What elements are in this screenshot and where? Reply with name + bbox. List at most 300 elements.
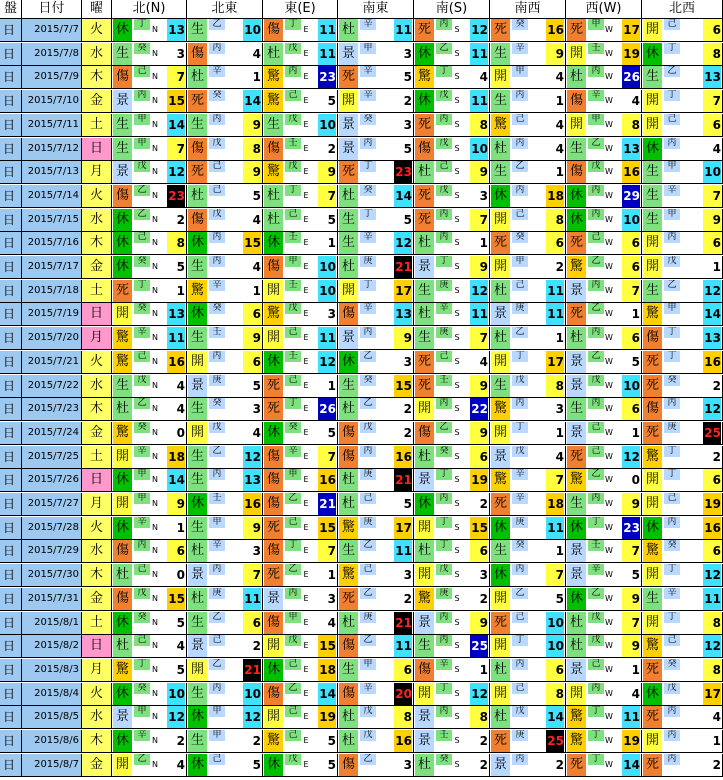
score-value: 7 xyxy=(703,90,721,112)
stem-label: 丁 xyxy=(436,66,452,77)
sector-cell-n xyxy=(112,540,187,563)
score-value: 2 xyxy=(470,588,488,610)
stem-label: 乙 xyxy=(285,564,301,575)
stem-label: 己 xyxy=(209,185,225,196)
stem-label: 丁 xyxy=(664,564,680,575)
weekday-cell: 日 xyxy=(82,469,112,492)
stem-label: 甲 xyxy=(588,114,604,125)
sector-cell-w xyxy=(566,209,642,232)
score-value: 21 xyxy=(318,493,336,515)
stem-label: 乙 xyxy=(285,683,301,694)
score-value: 11 xyxy=(470,90,488,112)
score-value: 12 xyxy=(470,19,488,41)
score-value: 6 xyxy=(243,351,261,373)
sector-cell-e xyxy=(263,564,338,587)
stem-label: 乙 xyxy=(134,398,150,409)
score-value: 5 xyxy=(622,564,640,586)
stem-label: 戊 xyxy=(134,161,150,172)
weekday-cell: 火 xyxy=(82,351,112,374)
stem-label: 辛 xyxy=(512,43,528,54)
gate-label: 開 xyxy=(264,327,283,349)
sector-cell-n xyxy=(112,612,187,635)
date-cell: 2015/7/22 xyxy=(22,375,82,398)
sector-cell-nw xyxy=(642,517,723,540)
direction-mark: S xyxy=(452,114,462,136)
score-value: 4 xyxy=(167,754,185,776)
gate-label: 生 xyxy=(339,209,358,231)
stem-label: 己 xyxy=(209,635,225,646)
gate-label: 傷 xyxy=(567,161,586,183)
direction-mark: N xyxy=(150,114,160,136)
sector-cell-sw xyxy=(490,469,566,492)
sector-cell-s xyxy=(414,19,490,42)
stem-label: 丁 xyxy=(436,683,452,694)
gate-label: 開 xyxy=(113,493,132,515)
date-cell: 2015/7/23 xyxy=(22,398,82,421)
score-value: 4 xyxy=(546,138,564,160)
stem-label: 丁 xyxy=(360,209,376,220)
score-value: 16 xyxy=(394,730,412,752)
score-value: 6 xyxy=(622,256,640,278)
stem-label: 己 xyxy=(512,612,528,623)
sector-cell-ne xyxy=(187,564,263,587)
score-value: 18 xyxy=(167,446,185,468)
direction-mark: W xyxy=(604,422,614,444)
gate-label: 景 xyxy=(264,588,283,610)
sector-cell-s xyxy=(414,303,490,326)
gate-label: 生 xyxy=(113,114,132,136)
gate-label: 生 xyxy=(643,209,662,231)
score-value: 23 xyxy=(622,517,640,539)
score-value: 23 xyxy=(318,66,336,88)
sector-cell-n xyxy=(112,66,187,89)
stem-label: 丁 xyxy=(588,730,604,741)
gate-label: 死 xyxy=(643,422,662,444)
score-value: 8 xyxy=(703,43,721,65)
stem-label: 癸 xyxy=(134,422,150,433)
score-value: 6 xyxy=(703,469,721,491)
stem-label: 癸 xyxy=(360,114,376,125)
score-value: 26 xyxy=(318,398,336,420)
direction-mark: N xyxy=(150,66,160,88)
sector-cell-ne xyxy=(187,754,263,777)
stem-label: 辛 xyxy=(360,66,376,77)
sector-cell-n xyxy=(112,683,187,706)
stem-label: 丙 xyxy=(588,66,604,77)
gate-label: 生 xyxy=(188,612,207,634)
gate-label: 驚 xyxy=(491,398,510,420)
score-value: 9 xyxy=(470,612,488,634)
weekday-cell: 木 xyxy=(82,66,112,89)
sector-cell-nw xyxy=(642,635,723,658)
stem-label: 戊 xyxy=(512,706,528,717)
gate-label: 開 xyxy=(339,280,358,302)
score-value: 12 xyxy=(703,398,721,420)
stem-label: 己 xyxy=(436,161,452,172)
sector-cell-s xyxy=(414,706,490,729)
stem-label: 戊 xyxy=(360,730,376,741)
sector-cell-e xyxy=(263,635,338,658)
score-value: 15 xyxy=(318,517,336,539)
stem-label: 丁 xyxy=(134,280,150,291)
gate-label: 休 xyxy=(643,683,662,705)
gate-label: 休 xyxy=(188,754,207,776)
score-value: 22 xyxy=(470,398,488,420)
score-value: 7 xyxy=(703,185,721,207)
direction-mark: W xyxy=(604,185,614,207)
sector-cell-nw xyxy=(642,43,723,66)
table-row xyxy=(0,754,723,777)
stem-label: 乙 xyxy=(664,280,680,291)
direction-mark: N xyxy=(150,161,160,183)
sector-cell-e xyxy=(263,612,338,635)
score-value: 2 xyxy=(703,446,721,468)
score-value: 7 xyxy=(546,469,564,491)
stem-label: 丙 xyxy=(664,517,680,528)
sector-cell-n xyxy=(112,706,187,729)
score-value: 14 xyxy=(394,185,412,207)
sector-cell-sw xyxy=(490,161,566,184)
stem-label: 乙 xyxy=(360,635,376,646)
sector-cell-ne xyxy=(187,493,263,516)
score-value: 9 xyxy=(622,635,640,657)
direction-mark: N xyxy=(150,303,160,325)
score-value: 4 xyxy=(243,422,261,444)
gate-label: 傷 xyxy=(113,540,132,562)
sector-cell-nw xyxy=(642,540,723,563)
direction-mark: E xyxy=(301,256,311,278)
gate-label: 休 xyxy=(643,517,662,539)
stem-label: 乙 xyxy=(512,161,528,172)
score-value: 2 xyxy=(394,398,412,420)
score-value: 15 xyxy=(318,635,336,657)
stem-label: 庚 xyxy=(209,375,225,386)
sector-cell-w xyxy=(566,327,642,350)
stem-label: 辛 xyxy=(360,19,376,30)
score-value: 1 xyxy=(703,256,721,278)
score-value: 7 xyxy=(470,209,488,231)
gate-label: 驚 xyxy=(491,114,510,136)
stem-label: 乙 xyxy=(209,612,225,623)
table-row xyxy=(0,138,723,161)
score-value: 2 xyxy=(394,588,412,610)
gate-label: 驚 xyxy=(567,706,586,728)
stem-label: 丁 xyxy=(134,19,150,30)
sector-cell-e xyxy=(263,232,338,255)
sector-cell-ne xyxy=(187,43,263,66)
gate-label: 生 xyxy=(339,232,358,254)
gate-label: 杜 xyxy=(491,706,510,728)
sector-cell-se xyxy=(338,398,414,421)
gate-label: 死 xyxy=(491,612,510,634)
direction-mark: E xyxy=(301,730,311,752)
stem-label: 丙 xyxy=(436,114,452,125)
table-row xyxy=(0,114,723,137)
gate-label: 休 xyxy=(188,706,207,728)
sector-cell-sw xyxy=(490,138,566,161)
score-value: 10 xyxy=(318,256,336,278)
sector-cell-se xyxy=(338,517,414,540)
sector-cell-sw xyxy=(490,256,566,279)
gate-label: 死 xyxy=(491,232,510,254)
ban-cell: 日 xyxy=(0,256,22,279)
weekday-cell: 木 xyxy=(82,398,112,421)
gate-label: 開 xyxy=(188,422,207,444)
gate-label: 休 xyxy=(113,209,132,231)
stem-label: 壬 xyxy=(285,232,301,243)
score-value: 12 xyxy=(394,232,412,254)
stem-label: 丙 xyxy=(209,256,225,267)
score-value: 10 xyxy=(546,635,564,657)
sector-cell-n xyxy=(112,161,187,184)
sector-cell-se xyxy=(338,493,414,516)
gate-label: 生 xyxy=(491,43,510,65)
direction-mark: N xyxy=(150,730,160,752)
sector-cell-w xyxy=(566,730,642,753)
sector-cell-n xyxy=(112,90,187,113)
table-row xyxy=(0,730,723,753)
score-value: 29 xyxy=(622,185,640,207)
score-value: 3 xyxy=(394,351,412,373)
gate-label: 杜 xyxy=(415,754,434,776)
score-value: 14 xyxy=(167,114,185,136)
score-value: 5 xyxy=(243,185,261,207)
sector-cell-w xyxy=(566,398,642,421)
score-value: 10 xyxy=(318,114,336,136)
stem-label: 丙 xyxy=(512,564,528,575)
sector-cell-nw xyxy=(642,185,723,208)
sector-cell-e xyxy=(263,683,338,706)
gate-label: 杜 xyxy=(188,540,207,562)
sector-cell-se xyxy=(338,327,414,350)
gate-label: 景 xyxy=(188,564,207,586)
stem-label: 丙 xyxy=(360,327,376,338)
score-value: 19 xyxy=(318,706,336,728)
sector-cell-s xyxy=(414,209,490,232)
direction-mark: N xyxy=(150,517,160,539)
score-value: 13 xyxy=(703,66,721,88)
weekday-cell: 水 xyxy=(82,209,112,232)
stem-label: 丁 xyxy=(588,517,604,528)
date-cell: 2015/8/6 xyxy=(22,730,82,753)
gate-label: 驚 xyxy=(643,446,662,468)
weekday-cell: 月 xyxy=(82,327,112,350)
table-row xyxy=(0,493,723,516)
stem-label: 辛 xyxy=(209,280,225,291)
sector-cell-w xyxy=(566,351,642,374)
stem-label: 己 xyxy=(664,114,680,125)
gate-label: 傷 xyxy=(339,303,358,325)
stem-label: 丙 xyxy=(588,683,604,694)
stem-label: 乙 xyxy=(209,19,225,30)
score-value: 2 xyxy=(703,375,721,397)
gate-label: 景 xyxy=(339,43,358,65)
stem-label: 戊 xyxy=(588,635,604,646)
direction-mark: W xyxy=(604,351,614,373)
stem-label: 丙 xyxy=(512,90,528,101)
sector-cell-w xyxy=(566,232,642,255)
stem-label: 丙 xyxy=(436,612,452,623)
stem-label: 戊 xyxy=(512,446,528,457)
sector-cell-s xyxy=(414,114,490,137)
date-cell: 2015/7/30 xyxy=(22,564,82,587)
gate-label: 傷 xyxy=(415,138,434,160)
sector-cell-ne xyxy=(187,161,263,184)
score-value: 3 xyxy=(318,303,336,325)
gate-label: 開 xyxy=(643,232,662,254)
stem-label: 己 xyxy=(512,209,528,220)
direction-mark: S xyxy=(452,564,462,586)
gate-label: 驚 xyxy=(567,730,586,752)
score-value: 3 xyxy=(243,540,261,562)
weekday-cell: 金 xyxy=(82,754,112,777)
sector-cell-s xyxy=(414,138,490,161)
sector-cell-s xyxy=(414,375,490,398)
score-value: 1 xyxy=(318,564,336,586)
sector-cell-sw xyxy=(490,185,566,208)
sector-cell-sw xyxy=(490,90,566,113)
score-value: 11 xyxy=(470,43,488,65)
gate-label: 傷 xyxy=(643,327,662,349)
sector-cell-s xyxy=(414,635,490,658)
sector-cell-ne xyxy=(187,517,263,540)
stem-label: 丙 xyxy=(664,398,680,409)
stem-label: 丁 xyxy=(285,540,301,551)
sector-cell-w xyxy=(566,43,642,66)
direction-mark: W xyxy=(604,706,614,728)
gate-label: 死 xyxy=(643,375,662,397)
weekday-cell: 日 xyxy=(82,138,112,161)
header-west: 西(W) xyxy=(566,0,642,19)
stem-label: 乙 xyxy=(134,209,150,220)
sector-cell-nw xyxy=(642,280,723,303)
stem-label: 癸 xyxy=(209,303,225,314)
sector-cell-w xyxy=(566,683,642,706)
score-value: 4 xyxy=(167,375,185,397)
direction-mark: S xyxy=(452,161,462,183)
direction-mark: E xyxy=(301,754,311,776)
direction-mark: E xyxy=(301,588,311,610)
sector-cell-ne xyxy=(187,659,263,682)
score-value: 21 xyxy=(243,659,261,681)
gate-label: 休 xyxy=(491,517,510,539)
gate-label: 死 xyxy=(415,19,434,41)
sector-cell-sw xyxy=(490,493,566,516)
gate-label: 杜 xyxy=(264,209,283,231)
sector-cell-s xyxy=(414,161,490,184)
stem-label: 丙 xyxy=(664,730,680,741)
stem-label: 己 xyxy=(285,730,301,741)
score-value: 6 xyxy=(703,540,721,562)
score-value: 5 xyxy=(243,375,261,397)
gate-label: 休 xyxy=(113,612,132,634)
stem-label: 乙 xyxy=(588,303,604,314)
score-value: 3 xyxy=(470,564,488,586)
score-value: 14 xyxy=(318,683,336,705)
stem-label: 丙 xyxy=(436,493,452,504)
score-value: 14 xyxy=(622,754,640,776)
score-value: 5 xyxy=(167,612,185,634)
gate-label: 休 xyxy=(339,351,358,373)
score-value: 17 xyxy=(703,683,721,705)
gate-label: 休 xyxy=(264,754,283,776)
gate-label: 杜 xyxy=(415,446,434,468)
table-row xyxy=(0,612,723,635)
sector-cell-w xyxy=(566,564,642,587)
stem-label: 丙 xyxy=(209,683,225,694)
table-row xyxy=(0,66,723,89)
sector-cell-se xyxy=(338,138,414,161)
sector-cell-nw xyxy=(642,90,723,113)
score-value: 12 xyxy=(703,635,721,657)
gate-label: 開 xyxy=(643,612,662,634)
gate-label: 杜 xyxy=(491,280,510,302)
sector-cell-ne xyxy=(187,588,263,611)
score-value: 16 xyxy=(703,351,721,373)
gate-label: 生 xyxy=(188,469,207,491)
stem-label: 戊 xyxy=(285,114,301,125)
sector-cell-n xyxy=(112,588,187,611)
stem-label: 己 xyxy=(436,351,452,362)
stem-label: 丁 xyxy=(664,351,680,362)
sector-cell-sw xyxy=(490,19,566,42)
score-value: 11 xyxy=(546,517,564,539)
score-value: 2 xyxy=(167,209,185,231)
stem-label: 丁 xyxy=(436,540,452,551)
header-north: 北(N) xyxy=(112,0,187,19)
direction-mark: W xyxy=(604,138,614,160)
gate-label: 杜 xyxy=(339,730,358,752)
gate-label: 死 xyxy=(339,588,358,610)
gate-label: 開 xyxy=(491,683,510,705)
direction-mark: N xyxy=(150,635,160,657)
sector-cell-sw xyxy=(490,351,566,374)
stem-label: 癸 xyxy=(209,398,225,409)
stem-label: 戊 xyxy=(360,422,376,433)
table-row xyxy=(0,540,723,563)
sector-cell-n xyxy=(112,659,187,682)
direction-mark: S xyxy=(452,138,462,160)
direction-mark: W xyxy=(604,19,614,41)
score-value: 5 xyxy=(167,659,185,681)
table-row xyxy=(0,19,723,42)
stem-label: 丙 xyxy=(436,209,452,220)
gate-label: 杜 xyxy=(339,612,358,634)
direction-mark: N xyxy=(150,351,160,373)
gate-label: 傷 xyxy=(264,19,283,41)
sector-cell-n xyxy=(112,256,187,279)
ban-cell: 日 xyxy=(0,66,22,89)
gate-label: 驚 xyxy=(567,256,586,278)
direction-mark: W xyxy=(604,446,614,468)
sector-cell-nw xyxy=(642,375,723,398)
gate-label: 杜 xyxy=(415,540,434,562)
score-value: 8 xyxy=(703,659,721,681)
sector-cell-se xyxy=(338,351,414,374)
stem-label: 癸 xyxy=(134,43,150,54)
stem-label: 庚 xyxy=(209,588,225,599)
stem-label: 庚 xyxy=(512,730,528,741)
gate-label: 景 xyxy=(415,612,434,634)
stem-label: 壬 xyxy=(209,327,225,338)
stem-label: 乙 xyxy=(285,493,301,504)
gate-label: 生 xyxy=(188,730,207,752)
gate-label: 死 xyxy=(567,232,586,254)
date-cell: 2015/7/16 xyxy=(22,232,82,255)
gate-label: 景 xyxy=(415,730,434,752)
stem-label: 戊 xyxy=(360,706,376,717)
score-value: 19 xyxy=(622,730,640,752)
